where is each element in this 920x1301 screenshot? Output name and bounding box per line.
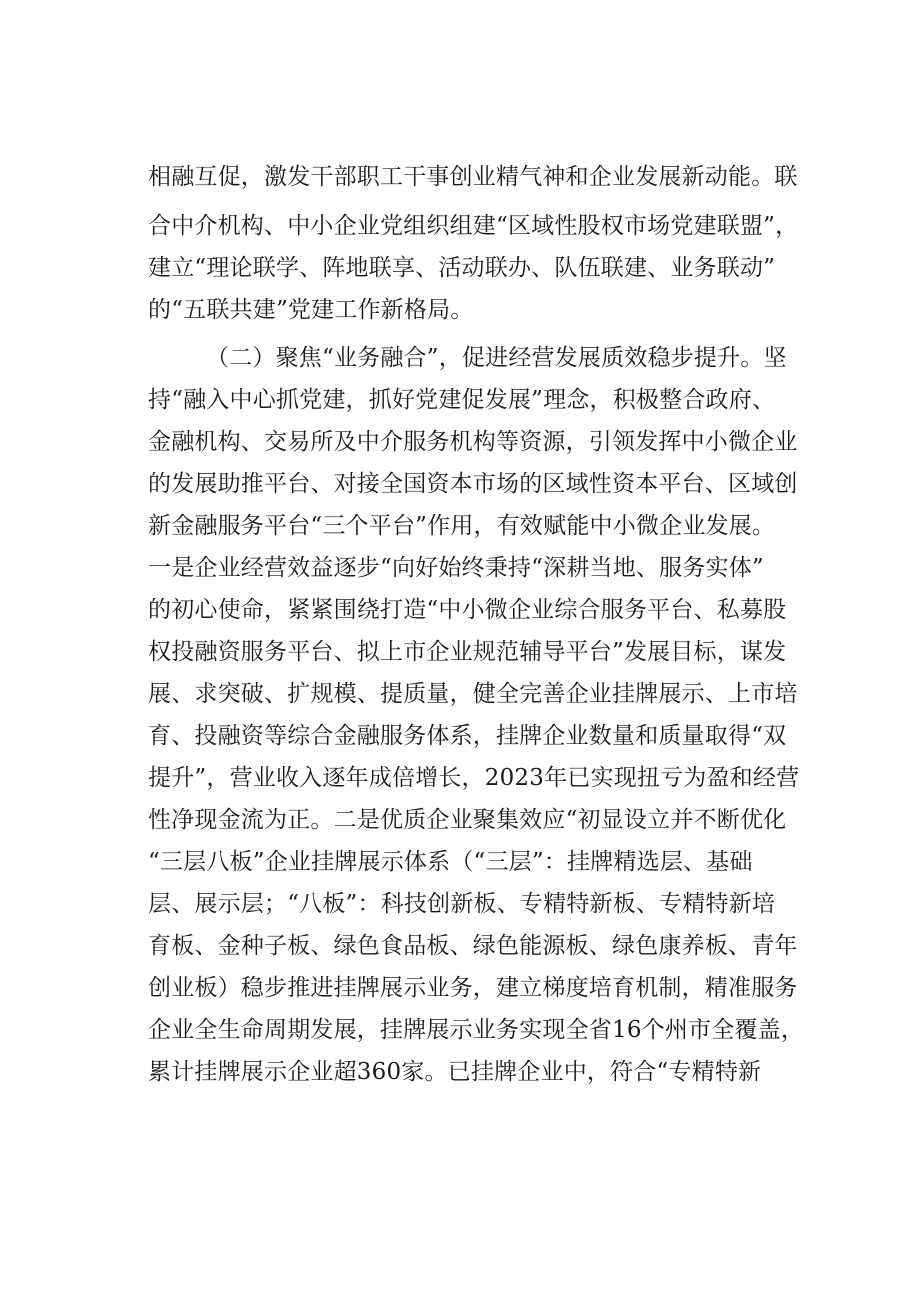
text-line: 权投融资服务平台、拟上市企业规范辅导平台”发展目标，谋发	[148, 639, 787, 665]
text-line: 的发展助推平台、对接全国资本市场的区域性资本平台、区域创	[148, 471, 798, 497]
paragraph-heading-line: （二）聚焦“业务融合”，促进经营发展质效稳步提升。坚	[206, 345, 787, 371]
text-line: 累计挂牌展示企业超360家。已挂牌企业中，符合“专精特新	[148, 1059, 762, 1085]
text-line: 合中介机构、中小企业党组织组建“区域性股权市场党建联盟”，	[148, 213, 799, 239]
text-line: 持“融入中心抓党建，抓好党建促发展”理念，积极整合政府、	[148, 387, 776, 413]
text-line: 的初心使命，紧紧围绕打造“中小微企业综合服务平台、私募股	[148, 597, 787, 623]
text-line: 一是企业经营效益逐步“向好始终秉持“深耕当地、服务实体”	[148, 555, 764, 581]
text-line: 性净现金流为正。二是优质企业聚集效应“初显设立并不断优化	[148, 807, 787, 833]
text-line: 建立“理论联学、阵地联享、活动联办、队伍联建、业务联动”	[148, 255, 776, 281]
text-line: 的“五联共建”党建工作新格局。	[148, 297, 474, 323]
text-line: 育、投融资等综合金融服务体系，挂牌企业数量和质量取得“双	[148, 723, 787, 749]
text-line: 育板、金种子板、绿色食品板、绿色能源板、绿色康养板、青年	[148, 933, 798, 959]
text-line: 新金融服务平台“三个平台”作用，有效赋能中小微企业发展。	[148, 513, 776, 539]
text-line: 层、展示层；“八板”：科技创新板、专精特新板、专精特新培	[148, 891, 776, 917]
text-line: 创业板）稳步推进挂牌展示业务，建立梯度培育机制，精准服务	[148, 975, 798, 1001]
text-line: 企业全生命周期发展，挂牌展示业务实现全省16个州市全覆盖，	[148, 1017, 805, 1043]
text-line: 相融互促，激发干部职工干事创业精气神和企业发展新动能。联	[148, 164, 798, 190]
text-line: 展、求突破、扩规模、提质量，健全完善企业挂牌展示、上市培	[148, 681, 798, 707]
text-line: 提升”，营业收入逐年成倍增长，2023年已实现扭亏为盈和经营	[148, 765, 800, 791]
text-line: 金融机构、交易所及中介服务机构等资源，引领发挥中小微企业	[148, 429, 798, 455]
text-line: “三层八板”企业挂牌展示体系（“三层”：挂牌精选层、基础	[148, 849, 753, 875]
